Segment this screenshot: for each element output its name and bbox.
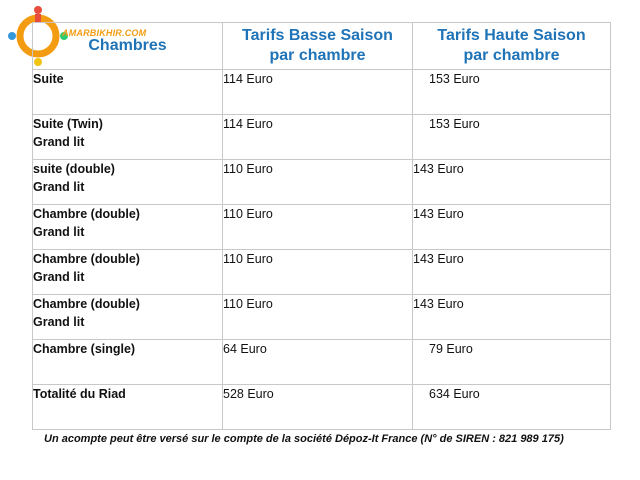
price-table <box>32 22 611 430</box>
room-name-line1: Chambre (double) <box>33 297 140 311</box>
price-high-season: 153 Euro <box>413 70 611 115</box>
price-high-season: 79 Euro <box>413 340 611 385</box>
price-high-season: 634 Euro <box>413 385 611 430</box>
table-header-row <box>33 23 611 70</box>
room-name-line1: Chambre (double) <box>33 252 140 266</box>
room-name <box>33 295 223 340</box>
header-haute-saison-text: Tarifs Haute Saison par chambre <box>437 27 586 64</box>
price-high-season: 153 Euro <box>413 115 611 160</box>
price-high-season: 143 Euro <box>413 205 611 250</box>
price-high-season: 143 Euro <box>413 160 611 205</box>
price-high-season: 143 Euro <box>413 250 611 295</box>
header-basse-saison-text: Tarifs Basse Saison par chambre <box>242 27 393 64</box>
price-low-season: 110 Euro <box>223 160 413 205</box>
room-name-line2: Grand lit <box>33 225 85 239</box>
price-low-season: 528 Euro <box>223 385 413 430</box>
footnote: Un acompte peut être versé sur le compte de la société Dépoz-It France (N° de SIREN : 821 989 175) <box>44 433 564 445</box>
watermark-text: AMARBIKHIR.COM <box>62 28 147 38</box>
room-name-line1: suite (double) <box>33 162 115 176</box>
room-name <box>33 250 223 295</box>
room-name-line2: Grand lit <box>33 135 85 149</box>
table-row <box>33 205 611 250</box>
room-name-line1: Suite <box>33 72 64 86</box>
header-basse-saison <box>223 23 413 70</box>
room-name-line1: Suite (Twin) <box>33 117 103 131</box>
table-row <box>33 70 611 115</box>
table-row <box>33 250 611 295</box>
price-low-season: 110 Euro <box>223 295 413 340</box>
price-low-season: 64 Euro <box>223 340 413 385</box>
room-name <box>33 115 223 160</box>
table-row <box>33 115 611 160</box>
price-low-season: 114 Euro <box>223 70 413 115</box>
room-name <box>33 205 223 250</box>
room-name-line2: Grand lit <box>33 315 85 329</box>
room-name-line1: Totalité du Riad <box>33 387 126 401</box>
header-chambres: Chambres <box>33 23 223 70</box>
price-high-season: 143 Euro <box>413 295 611 340</box>
room-name <box>33 340 223 385</box>
room-name-line2: Grand lit <box>33 180 85 194</box>
room-name-line1: Chambre (single) <box>33 342 136 356</box>
room-name <box>33 385 223 430</box>
price-low-season: 110 Euro <box>223 205 413 250</box>
table-row <box>33 295 611 340</box>
room-name <box>33 160 223 205</box>
price-low-season: 114 Euro <box>223 115 413 160</box>
table-row <box>33 340 611 385</box>
header-haute-saison <box>413 23 611 70</box>
room-name-line1: Chambre (double) <box>33 207 140 221</box>
room-name <box>33 70 223 115</box>
price-low-season: 110 Euro <box>223 250 413 295</box>
table-row <box>33 385 611 430</box>
room-name-line2: Grand lit <box>33 270 85 284</box>
table-row <box>33 160 611 205</box>
